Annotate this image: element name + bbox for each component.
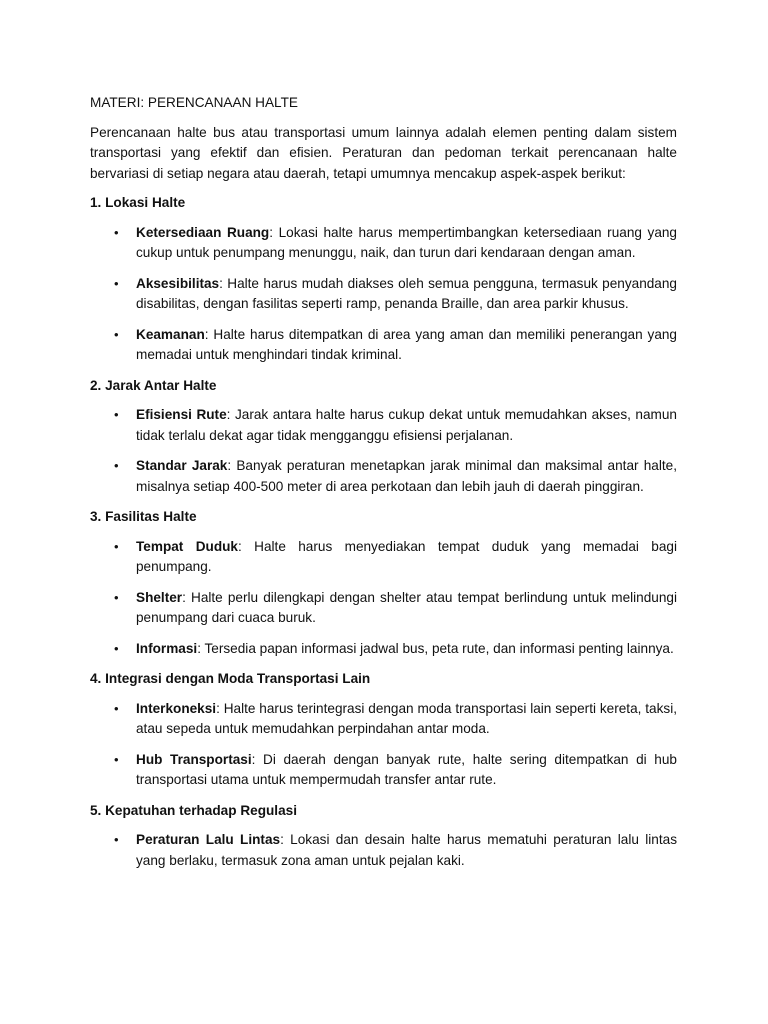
document-page (90, 93, 677, 881)
bullet-list (90, 223, 677, 366)
bullet-icon: • (114, 640, 119, 656)
item-text: : Banyak peraturan menetapkan jarak minimal dan maksimal antar halte, misalnya setiap 400-500 meter di area perkotaan dan lebih jauh di daerah pinggiran. (136, 458, 678, 494)
list-item (90, 750, 677, 791)
bullet-icon: • (114, 275, 119, 291)
bullet-icon: • (114, 326, 119, 342)
bullet-icon: • (114, 700, 119, 716)
item-text: : Halte harus terintegrasi dengan moda transportasi lain seperti kereta, taksi, atau sepeda untuk memudahkan perpindahan antar moda. (136, 700, 677, 736)
section-fasilitas-halte (90, 507, 677, 659)
list-item (90, 325, 677, 366)
bullet-list (90, 405, 677, 497)
bullet-list (90, 699, 677, 791)
section-kepatuhan-regulasi (90, 801, 677, 872)
section-heading: 2. Jarak Antar Halte (90, 377, 217, 393)
item-text: : Halte harus mudah diakses oleh semua pengguna, termasuk penyandang disabilitas, dengan fasilitas seperti ramp, penanda Braille, dan area parkir khusus. (136, 275, 677, 311)
section-heading: 3. Fasilitas Halte (90, 509, 197, 524)
item-term: Aksesibilitas (136, 275, 220, 291)
item-term: Keamanan (136, 326, 205, 342)
list-item (90, 699, 677, 740)
list-item (90, 588, 677, 629)
bullet-list (90, 830, 677, 871)
item-term: Tempat Duduk (136, 538, 238, 554)
item-term: Hub Transportasi (136, 751, 252, 767)
document-title: MATERI: PERENCANAAN HALTE (90, 95, 298, 110)
section-heading: 4. Integrasi dengan Moda Transportasi Lain (90, 671, 371, 686)
item-text: : Tersedia papan informasi jadwal bus, peta rute, dan informasi penting lainnya. (197, 640, 674, 656)
bullet-icon: • (114, 751, 119, 767)
item-text: : Halte harus ditempatkan di area yang aman dan memiliki penerangan yang memadai untuk menghindari tindak kriminal. (136, 326, 677, 362)
item-term: Informasi (136, 640, 198, 656)
list-item (90, 639, 677, 660)
section-jarak-antar-halte (90, 376, 677, 498)
item-text: : Di daerah dengan banyak rute, halte sering ditempatkan di hub transportasi utama untuk mempermudah transfer antar rute. (136, 751, 677, 787)
list-item (90, 456, 677, 497)
list-item (90, 223, 677, 264)
section-heading: 1. Lokasi Halte (90, 195, 186, 210)
list-item (90, 830, 677, 871)
item-text: : Halte harus menyediakan tempat duduk yang memadai bagi penumpang. (136, 538, 677, 574)
section-heading: 5. Kepatuhan terhadap Regulasi (90, 802, 297, 818)
item-term: Shelter (136, 589, 183, 605)
list-item (90, 537, 677, 578)
bullet-list (90, 537, 677, 660)
bullet-icon: • (114, 458, 119, 473)
bullet-icon: • (114, 589, 119, 605)
item-text: : Lokasi dan desain halte harus mematuhi peraturan lalu lintas yang berlaku, termasuk zona aman untuk pejalan kaki. (136, 832, 677, 868)
item-term: Efisiensi Rute (136, 407, 227, 422)
item-text: : Lokasi halte harus mempertimbangkan ketersediaan ruang yang cukup untuk penumpang menunggu, naik, dan turun dari kendaraan dengan aman. (136, 224, 677, 260)
bullet-icon: • (114, 224, 119, 240)
item-text: : Jarak antara halte harus cukup dekat untuk memudahkan akses, namun tidak terlalu dekat agar tidak mengganggu efisiensi perjalanan. (136, 407, 677, 443)
item-term: Peraturan Lalu Lintas (136, 832, 281, 847)
list-item (90, 405, 677, 446)
section-integrasi-moda (90, 669, 677, 791)
intro-paragraph: Perencanaan halte bus atau transportasi umum lainnya adalah elemen penting dalam sistem transportasi yang efektif dan efisien. Peraturan dan pedoman terkait perencanaan halte bervariasi di setiap negara atau daerah, tetapi umumnya mencakup aspek-aspek berikut: (90, 124, 677, 181)
item-term: Ketersediaan Ruang (136, 224, 270, 240)
bullet-icon: • (114, 832, 119, 847)
bullet-icon: • (114, 407, 119, 422)
item-text: : Halte perlu dilengkapi dengan shelter atau tempat berlindung untuk melindungi penumpang dari cuaca buruk. (136, 589, 677, 625)
item-term: Interkoneksi (136, 700, 217, 716)
section-lokasi-halte (90, 193, 677, 366)
item-term: Standar Jarak (136, 458, 228, 473)
list-item (90, 274, 677, 315)
bullet-icon: • (114, 538, 119, 554)
